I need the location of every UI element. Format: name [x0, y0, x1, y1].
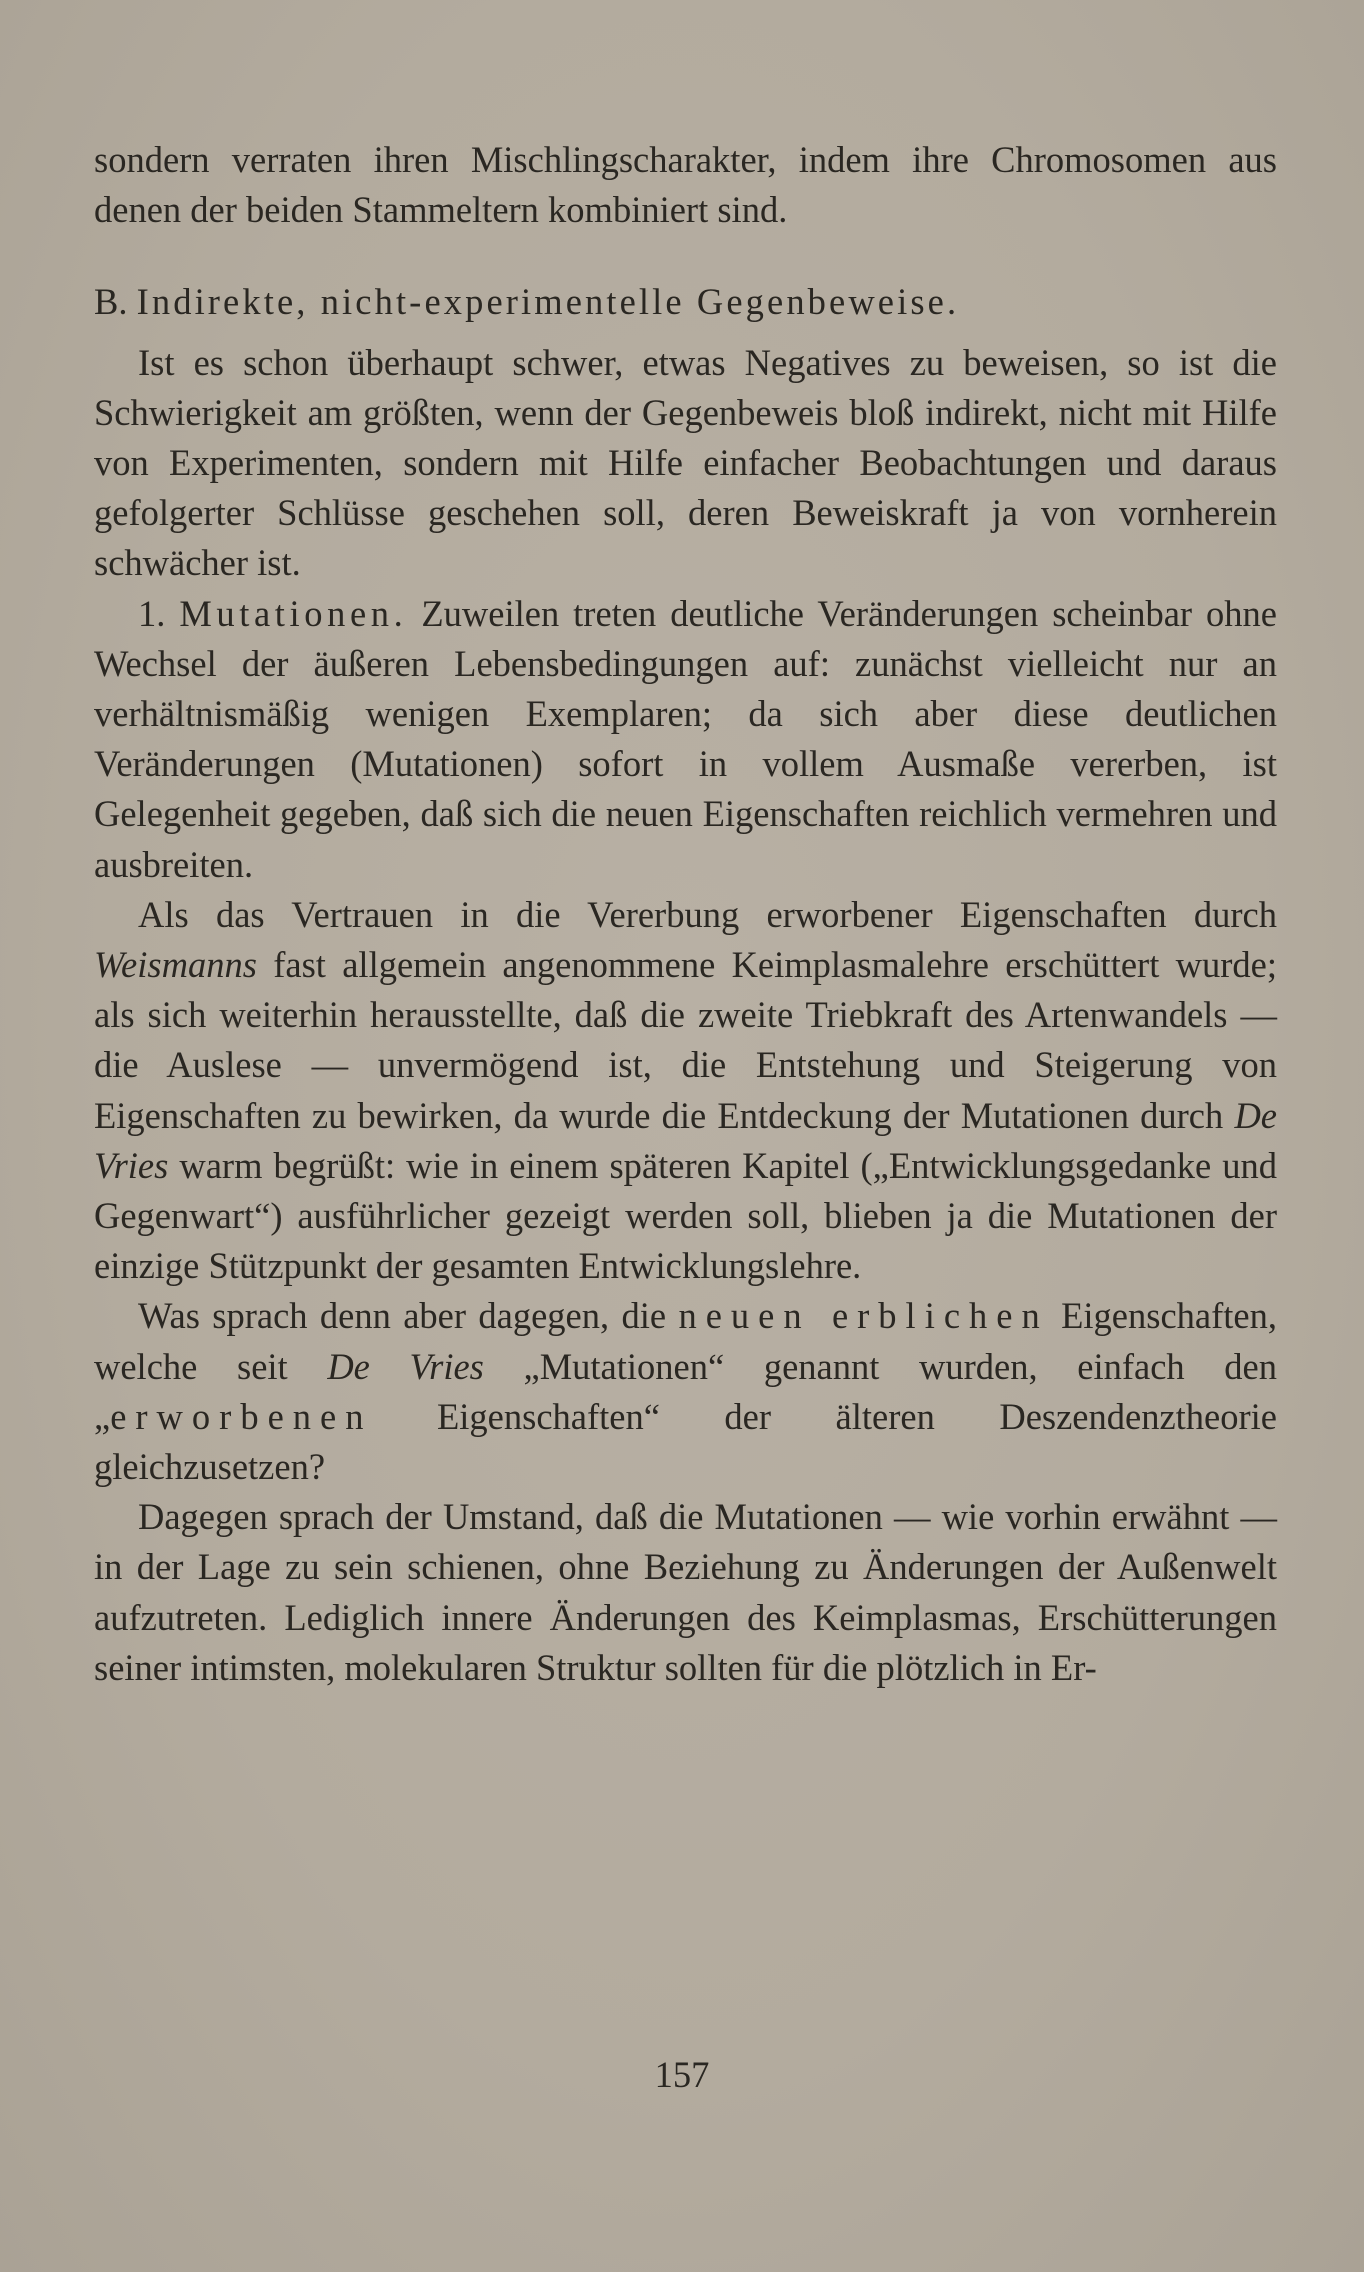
body-text [94, 135, 1277, 1693]
item-text: Zuweilen treten deutliche Veränderungen scheinbar ohne Wechsel der äußeren Lebensbedingungen auf: zunächst vielleicht nur an verhältnismäßig wenigen Exemplaren; da sich aber diese deutlichen Veränderungen (Mutationen) sofort in vollem Ausmaße vererben, ist Gelegenheit gegeben, daß sich die neuen Eigenschaften reichlich vermehren und ausbreiten. [94, 592, 1277, 885]
italic-name-devries: De Vries [327, 1345, 484, 1387]
paragraph-weismann [94, 890, 1277, 1292]
section-heading [94, 277, 1277, 327]
paragraph-continuation: sondern verraten ihren Mischlingscharakter, indem ihre Chromosomen aus denen der beiden Stammeltern kombiniert sind. [94, 139, 1277, 231]
text-run: Eigenschaften“ der älteren Deszendenztheorie gleichzusetzen? [94, 1395, 1277, 1488]
spaced-emphasis: erworbenen [110, 1395, 373, 1437]
item-number: 1. [138, 592, 180, 634]
paragraph-counter: Dagegen sprach der Umstand, daß die Mutationen — wie vorhin erwähnt — in der Lage zu sein schienen, ohne Beziehung zu Änderungen der Außenwelt aufzutreten. Lediglich innere Änderungen des Keimplasmas, Erschütterungen seiner intimsten, molekularen Struktur sollten für die plötzlich in Er- [94, 1496, 1277, 1688]
text-run: warm begrüßt: wie in einem späteren Kapitel („Entwicklungsgedanke und Gegenwart“) ausführlicher gezeigt werden soll, blieben ja die Mutationen der einzige Stützpunkt der gesamten Entwicklungslehre. [94, 1144, 1277, 1287]
section-gap [94, 235, 1277, 277]
paragraph-intro: Ist es schon überhaupt schwer, etwas Negatives zu beweisen, so ist die Schwierigkeit am größten, wenn der Gegenbeweis bloß indirekt, nicht mit Hilfe von Experimenten, sondern mit Hilfe einfacher Beobachtungen und daraus gefolgerter Schlüsse geschehen soll, deren Beweiskraft ja von vornherein schwächer ist. [94, 341, 1277, 584]
text-run: Als das Vertrauen in die Vererbung erworbener Eigenschaften durch [138, 893, 1277, 935]
text-run: Was sprach denn aber dagegen, die [138, 1295, 679, 1337]
paragraph-mutations [94, 589, 1277, 890]
page-number: 157 [654, 2054, 710, 2095]
italic-name-weismanns: Weismanns [94, 944, 257, 986]
italic-name-devries: De Vries [94, 1094, 1277, 1186]
text-run: „Mutationen“ genannt wurden, einfach den „ [94, 1345, 1277, 1437]
heading-text: Indirekte, nicht-experimentelle Gegenbeweise. [136, 281, 960, 323]
item-title: Mutationen. [179, 592, 408, 634]
text-run: fast allgemein angenommene Keimplasmalehre erschüttert wurde; als sich weiterhin herausstellte, daß die zweite Triebkraft des Artenwandels — die Auslese — unvermögend ist, die Entstehung und Steigerung von Eigenschaften zu bewirken, da wurde die Entdeckung der Mutationen durch [94, 944, 1277, 1136]
text-run: Eigenschaften, welche seit [94, 1295, 1277, 1387]
spaced-emphasis: neuen erblichen [678, 1295, 1049, 1337]
heading-prefix: B. [94, 281, 137, 323]
paragraph-question [94, 1291, 1277, 1492]
